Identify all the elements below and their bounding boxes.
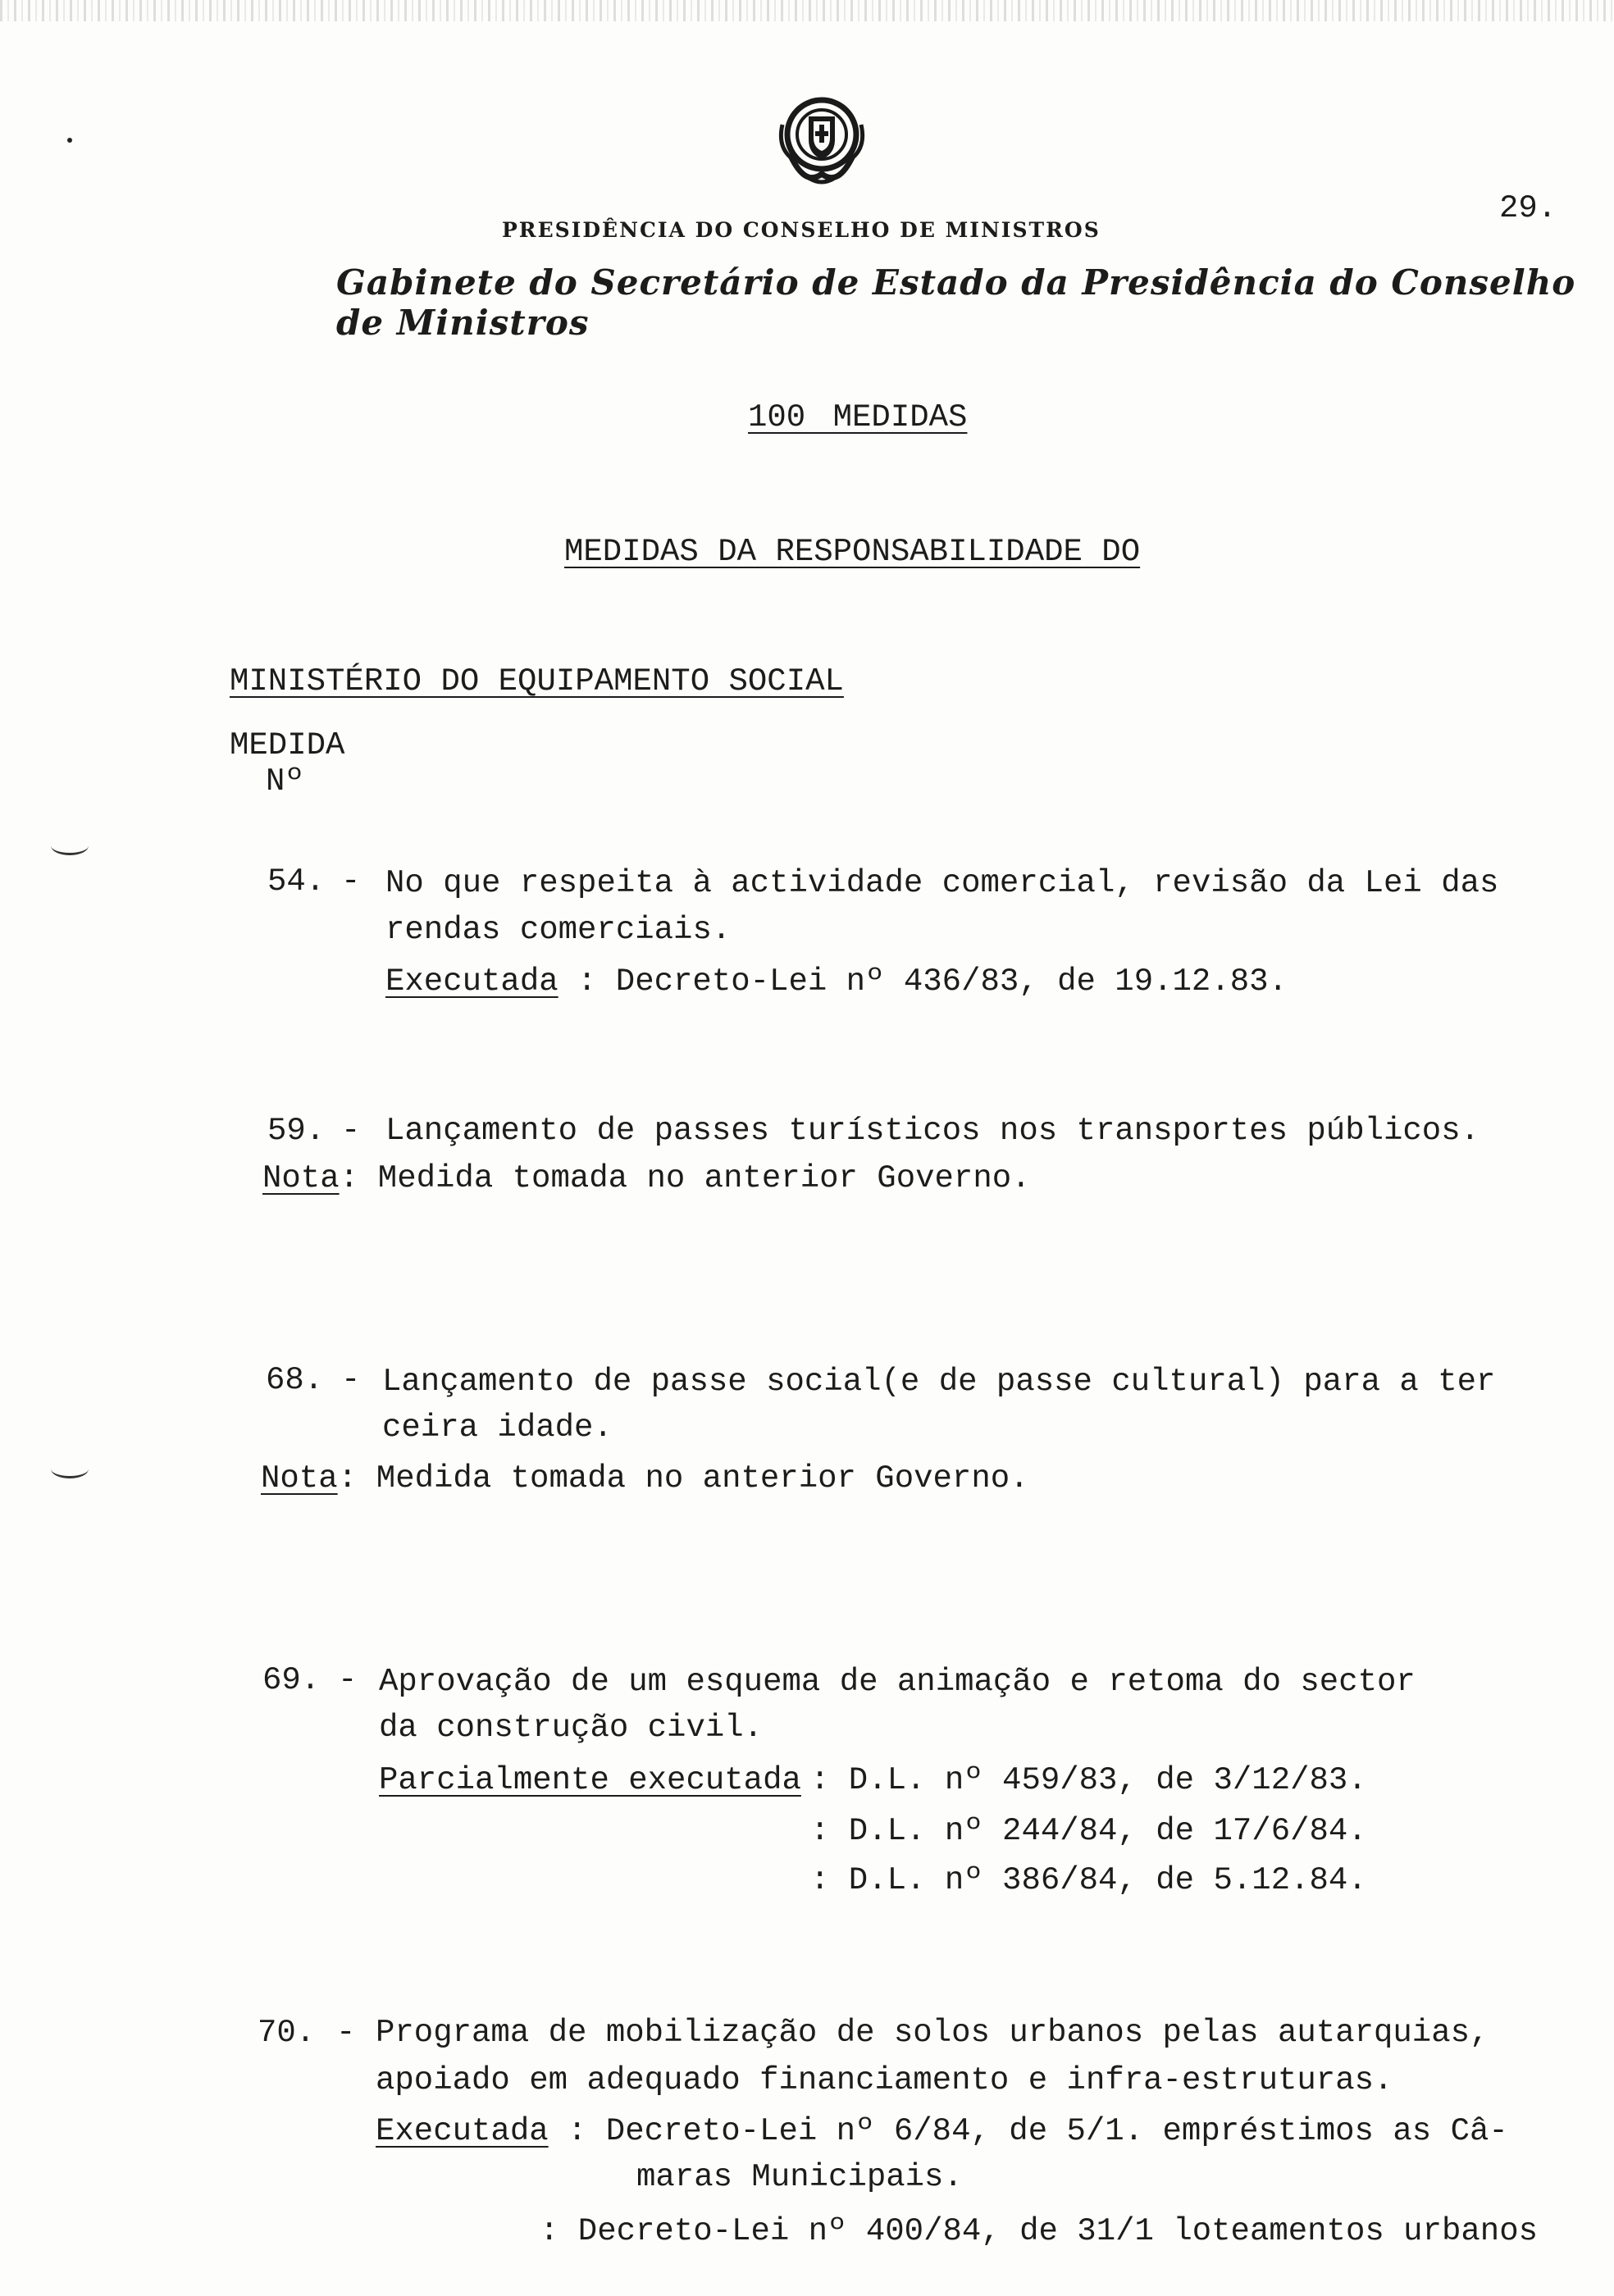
measure-number: 70. bbox=[258, 2015, 316, 2051]
dash: - bbox=[336, 2015, 356, 2051]
margin-mark bbox=[51, 1460, 89, 1478]
measure-number: 68. bbox=[266, 1362, 324, 1398]
measure-text: apoiado em adequado financiamento e infra-estruturas. bbox=[376, 2062, 1393, 2098]
status-label: Parcialmente executada bbox=[379, 1762, 801, 1798]
measure-number: 69. bbox=[262, 1662, 321, 1698]
dash: - bbox=[341, 1362, 361, 1398]
dash: - bbox=[341, 863, 361, 900]
measure-text: Lançamento de passes turísticos nos transportes públicos. bbox=[385, 1113, 1480, 1149]
note-label: Nota bbox=[261, 1460, 338, 1496]
measure-number: 54. bbox=[267, 863, 326, 900]
measure-text: rendas comerciais. bbox=[385, 912, 732, 948]
status-text: : Decreto-Lei nº 6/84, de 5/1. empréstimos as Câ- bbox=[568, 2113, 1508, 2149]
column-header-number: Nº bbox=[266, 763, 304, 800]
status-text: : Decreto-Lei nº 436/83, de 19.12.83. bbox=[577, 963, 1288, 1000]
scan-noise bbox=[0, 0, 1614, 21]
status-text: : D.L. nº 244/84, de 17/6/84. bbox=[810, 1813, 1367, 1849]
dash: - bbox=[341, 1113, 361, 1149]
margin-mark bbox=[51, 836, 89, 855]
cabinet-name: Gabinete do Secretário de Estado da Presidência do Conselho de Ministros bbox=[336, 262, 1576, 343]
column-header-measure: MEDIDA bbox=[230, 727, 345, 763]
status-text: : D.L. nº 459/83, de 3/12/83. bbox=[810, 1762, 1367, 1798]
measure-text: da construção civil. bbox=[379, 1710, 764, 1746]
measure-number: 59. bbox=[267, 1113, 326, 1149]
coat-of-arms-icon bbox=[773, 89, 871, 195]
ministry-heading: MINISTÉRIO DO EQUIPAMENTO SOCIAL bbox=[230, 663, 844, 699]
measure-text: Programa de mobilização de solos urbanos pelas autarquias, bbox=[376, 2015, 1489, 2051]
dash: - bbox=[338, 1662, 358, 1698]
institution-name: PRESIDÊNCIA DO CONSELHO DE MINISTROS bbox=[502, 218, 1101, 242]
note-text: : Medida tomada no anterior Governo. bbox=[340, 1160, 1031, 1196]
measure-text: Aprovação de um esquema de animação e retoma do sector bbox=[379, 1664, 1416, 1700]
status-text: : D.L. nº 386/84, de 5.12.84. bbox=[810, 1862, 1367, 1898]
measure-text: ceira idade. bbox=[382, 1410, 613, 1446]
document-title: 100 MEDIDAS bbox=[748, 399, 968, 435]
binding-hole-mark bbox=[67, 138, 72, 143]
status-text: maras Municipais. bbox=[636, 2159, 963, 2195]
status-text: : Decreto-Lei nº 400/84, de 31/1 loteamentos urbanos bbox=[540, 2213, 1538, 2249]
document-subtitle: MEDIDAS DA RESPONSABILIDADE DO bbox=[564, 534, 1141, 570]
status-label: Executada bbox=[385, 963, 559, 1000]
status-label: Executada bbox=[376, 2113, 549, 2149]
note-text: : Medida tomada no anterior Governo. bbox=[338, 1460, 1029, 1496]
note-label: Nota bbox=[262, 1160, 340, 1196]
page-number: 29. bbox=[1499, 190, 1557, 226]
measure-text: Lançamento de passe social(e de passe cultural) para a ter bbox=[382, 1364, 1496, 1400]
measure-text: No que respeita à actividade comercial, revisão da Lei das bbox=[385, 865, 1499, 901]
